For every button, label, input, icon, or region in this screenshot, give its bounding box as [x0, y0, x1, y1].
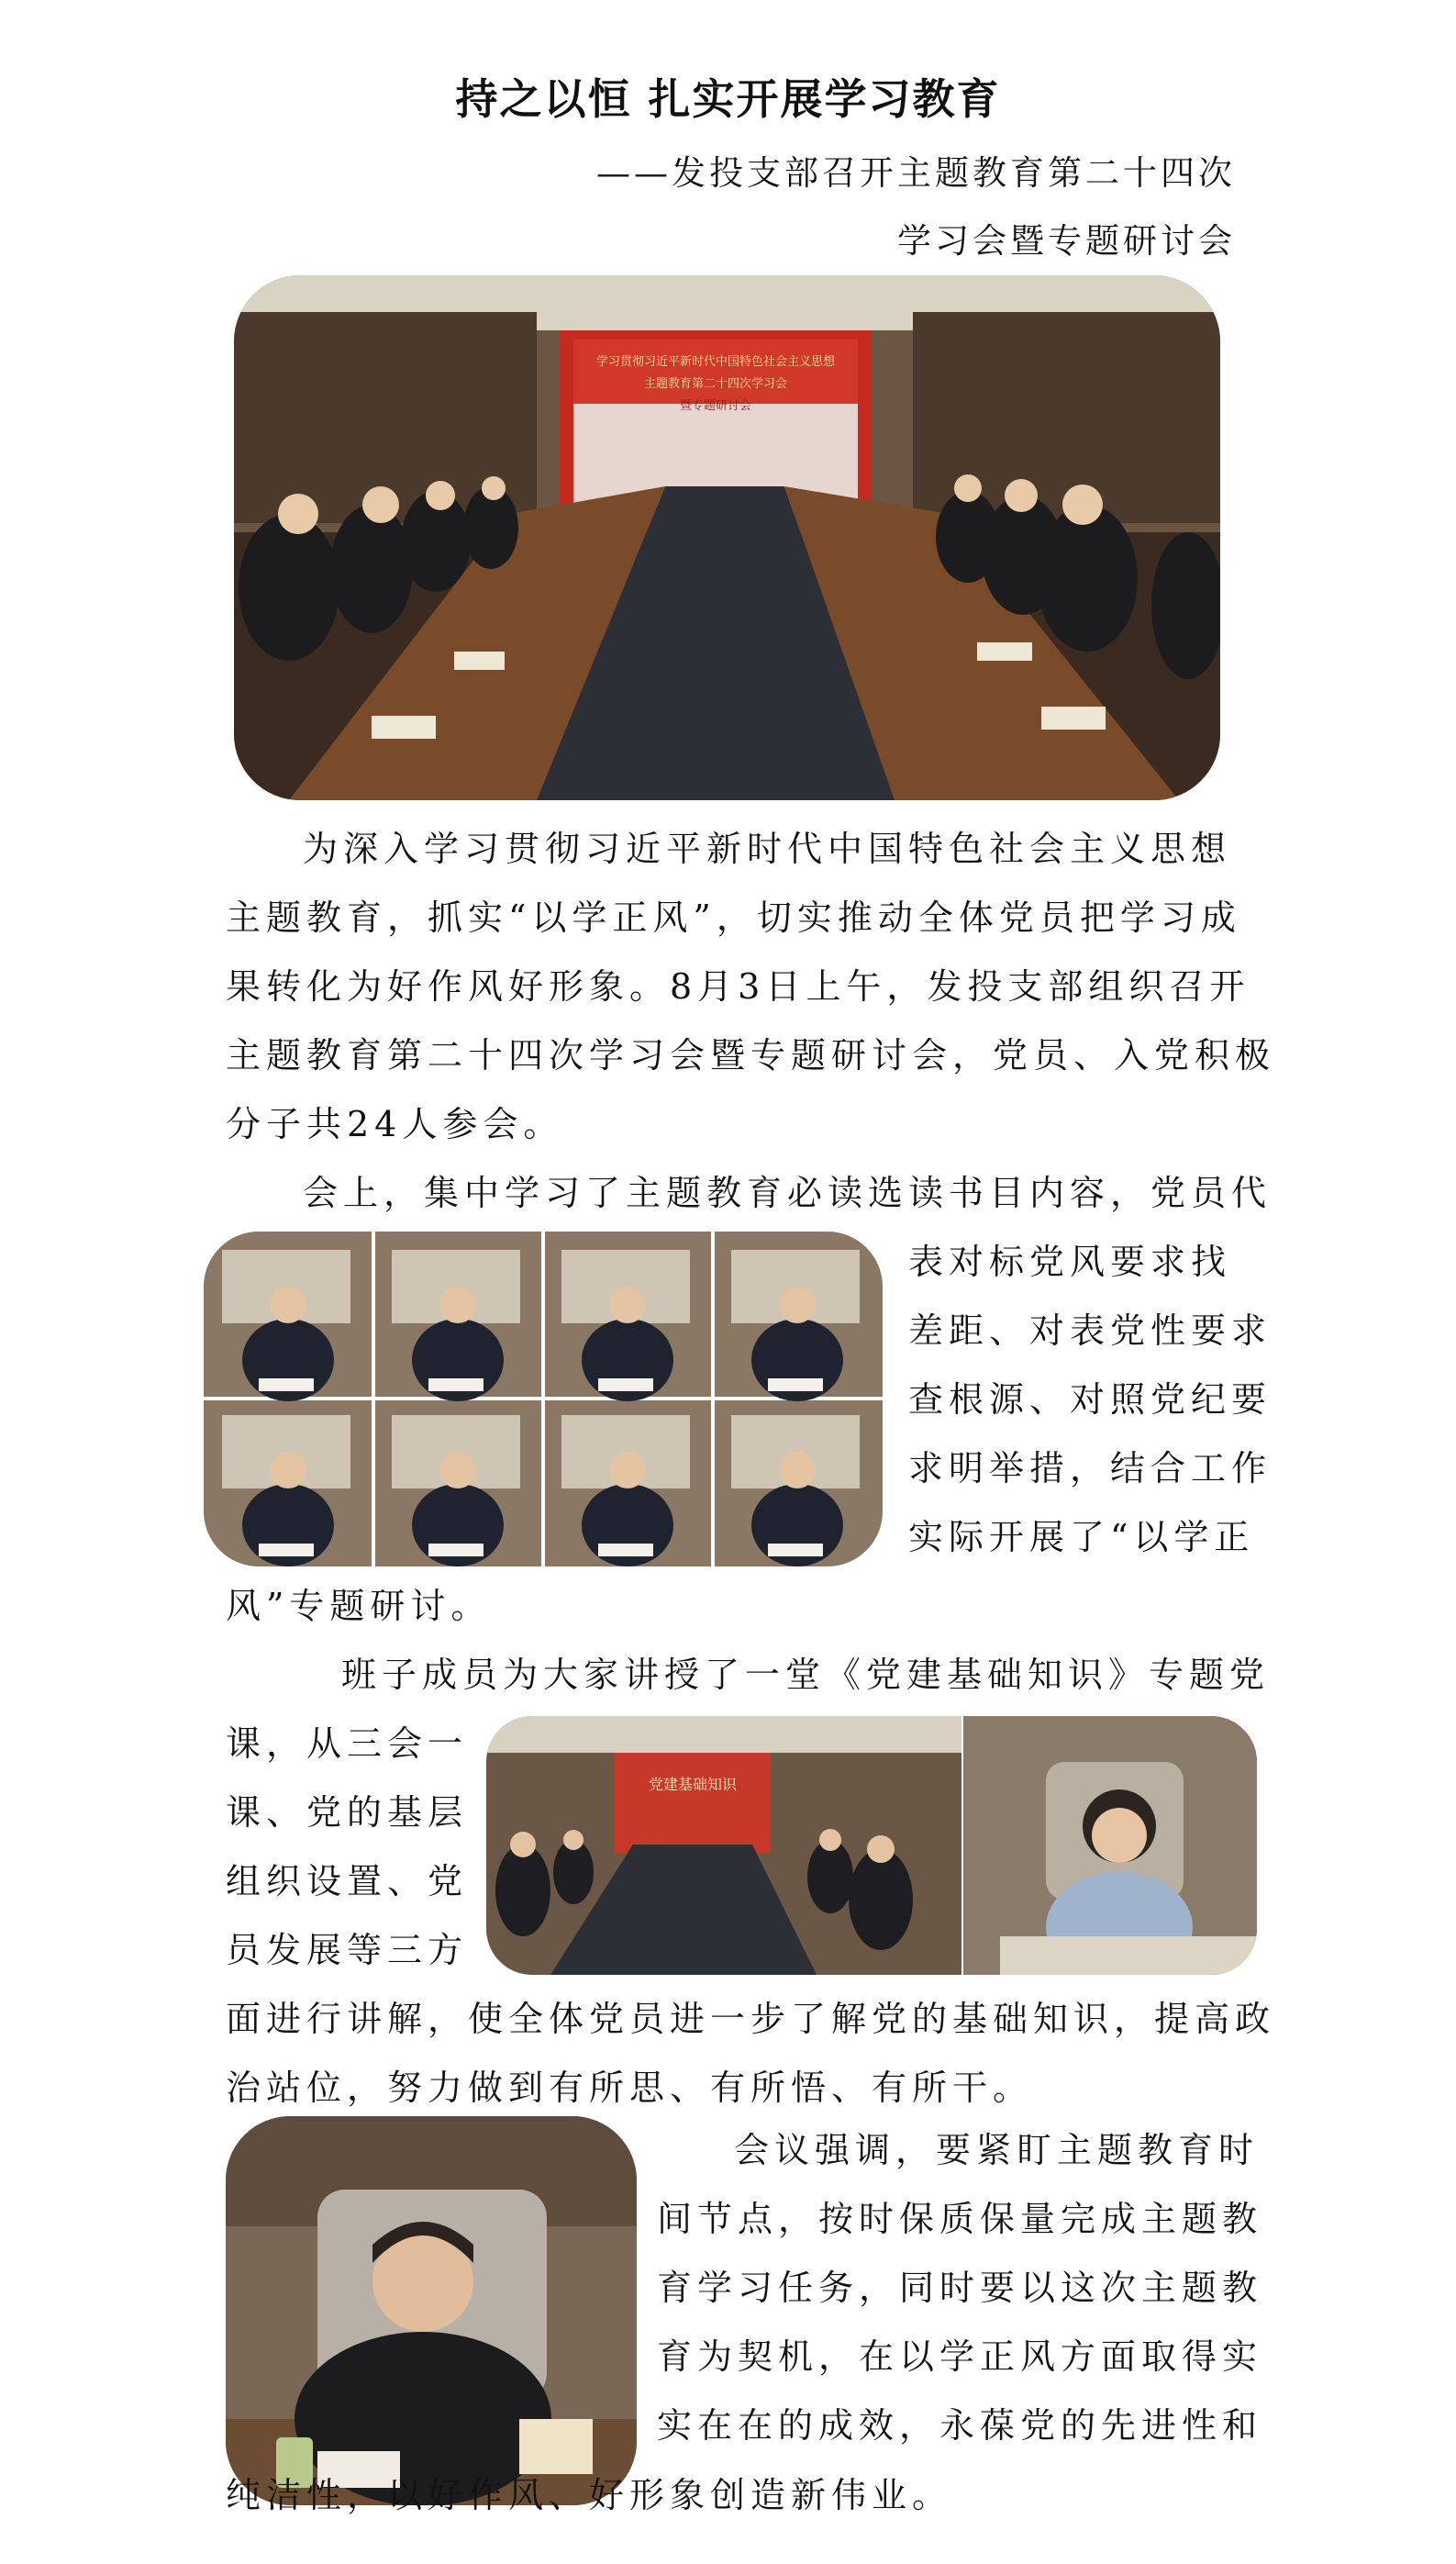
lecture-photo [486, 1716, 1257, 1975]
paragraph-line: 课、党的基层 [226, 1792, 469, 1833]
paragraph-line: 课，从三会一 [226, 1723, 469, 1764]
paragraph-3-end [226, 1985, 1275, 2123]
paragraph-line: 实际开展了“以学正 [908, 1517, 1255, 1557]
paragraph-line: 治站位，努力做到有所思、有所悟、有所干。 [226, 2068, 1034, 2108]
paragraph-3-side [226, 1710, 468, 1985]
paragraph-line: 会议强调，要紧盯主题教育时 [734, 2130, 1260, 2170]
paragraph-line: 间节点，按时保质保量完成主题教 [657, 2199, 1263, 2239]
article-title: 持之以恒 扎实开展学习教育 [455, 74, 1001, 124]
paragraph-line: 主题教育，抓实“以学正风”，切实推动全体党员把学习成 [226, 897, 1241, 938]
lecture-screen-text: 党建基础知识 [648, 1776, 738, 1793]
paragraph-line: 员发展等三方 [226, 1930, 469, 1970]
paragraph-line: 差距、对表党性要求 [908, 1310, 1273, 1351]
paragraph-3-lead: 班子成员为大家讲授了一堂《党建基础知识》专题党 [341, 1655, 1271, 1695]
paragraph-line: 主题教育第二十四次学习会暨专题研讨会，党员、入党积极 [226, 1035, 1276, 1076]
paragraph-line: 果转化为好作风好形象。8月3日上午，发投支部组织召开 [226, 966, 1250, 1007]
paragraph-line: 育学习任务，同时要以这次主题教 [657, 2268, 1263, 2308]
paragraph-2-side [908, 1228, 1272, 1572]
paragraph-1 [226, 815, 1276, 1159]
screen-text-line3: 暨专题研讨会 [679, 399, 752, 413]
speaker-photo [226, 2116, 637, 2505]
paragraph-line: 组织设置、党 [226, 1861, 469, 1901]
paragraph-4-end: 纯洁性，以好作风、好形象创造新伟业。 [226, 2475, 953, 2515]
meeting-room-photo [234, 275, 1220, 800]
paragraph-line: 查根源、对照党纪要 [908, 1379, 1273, 1420]
paragraph-line: 求明举措，结合工作 [908, 1448, 1273, 1488]
article-subtitle-line1: ——发投支部召开主题教育第二十四次 [596, 153, 1236, 193]
paragraph-line: 实在在的成效，永葆党的先进性和 [657, 2405, 1263, 2446]
study-collage-photo [204, 1232, 883, 1566]
paragraph-line: 面进行讲解，使全体党员进一步了解党的基础知识，提高政 [226, 1999, 1276, 2039]
screen-text-line1: 学习贯彻习近平新时代中国特色社会主义思想 [595, 355, 836, 369]
paragraph-line: 为深入学习贯彻习近平新时代中国特色社会主义思想 [303, 829, 1232, 869]
article-subtitle-line2: 学习会暨专题研讨会 [897, 221, 1236, 261]
paragraph-2-lead: 会上，集中学习了主题教育必读选读书目内容，党员代 [303, 1173, 1273, 1213]
paragraph-line: 育为契机，在以学正风方面取得实 [657, 2336, 1263, 2377]
paragraph-2-end: 风”专题研讨。 [226, 1586, 492, 1626]
screen-text-line2: 主题教育第二十四次学习会 [643, 377, 788, 391]
paragraph-4-side [657, 2116, 1262, 2460]
paragraph-line: 分子共24人参会。 [226, 1104, 564, 1144]
paragraph-line: 表对标党风要求找 [908, 1242, 1232, 1282]
